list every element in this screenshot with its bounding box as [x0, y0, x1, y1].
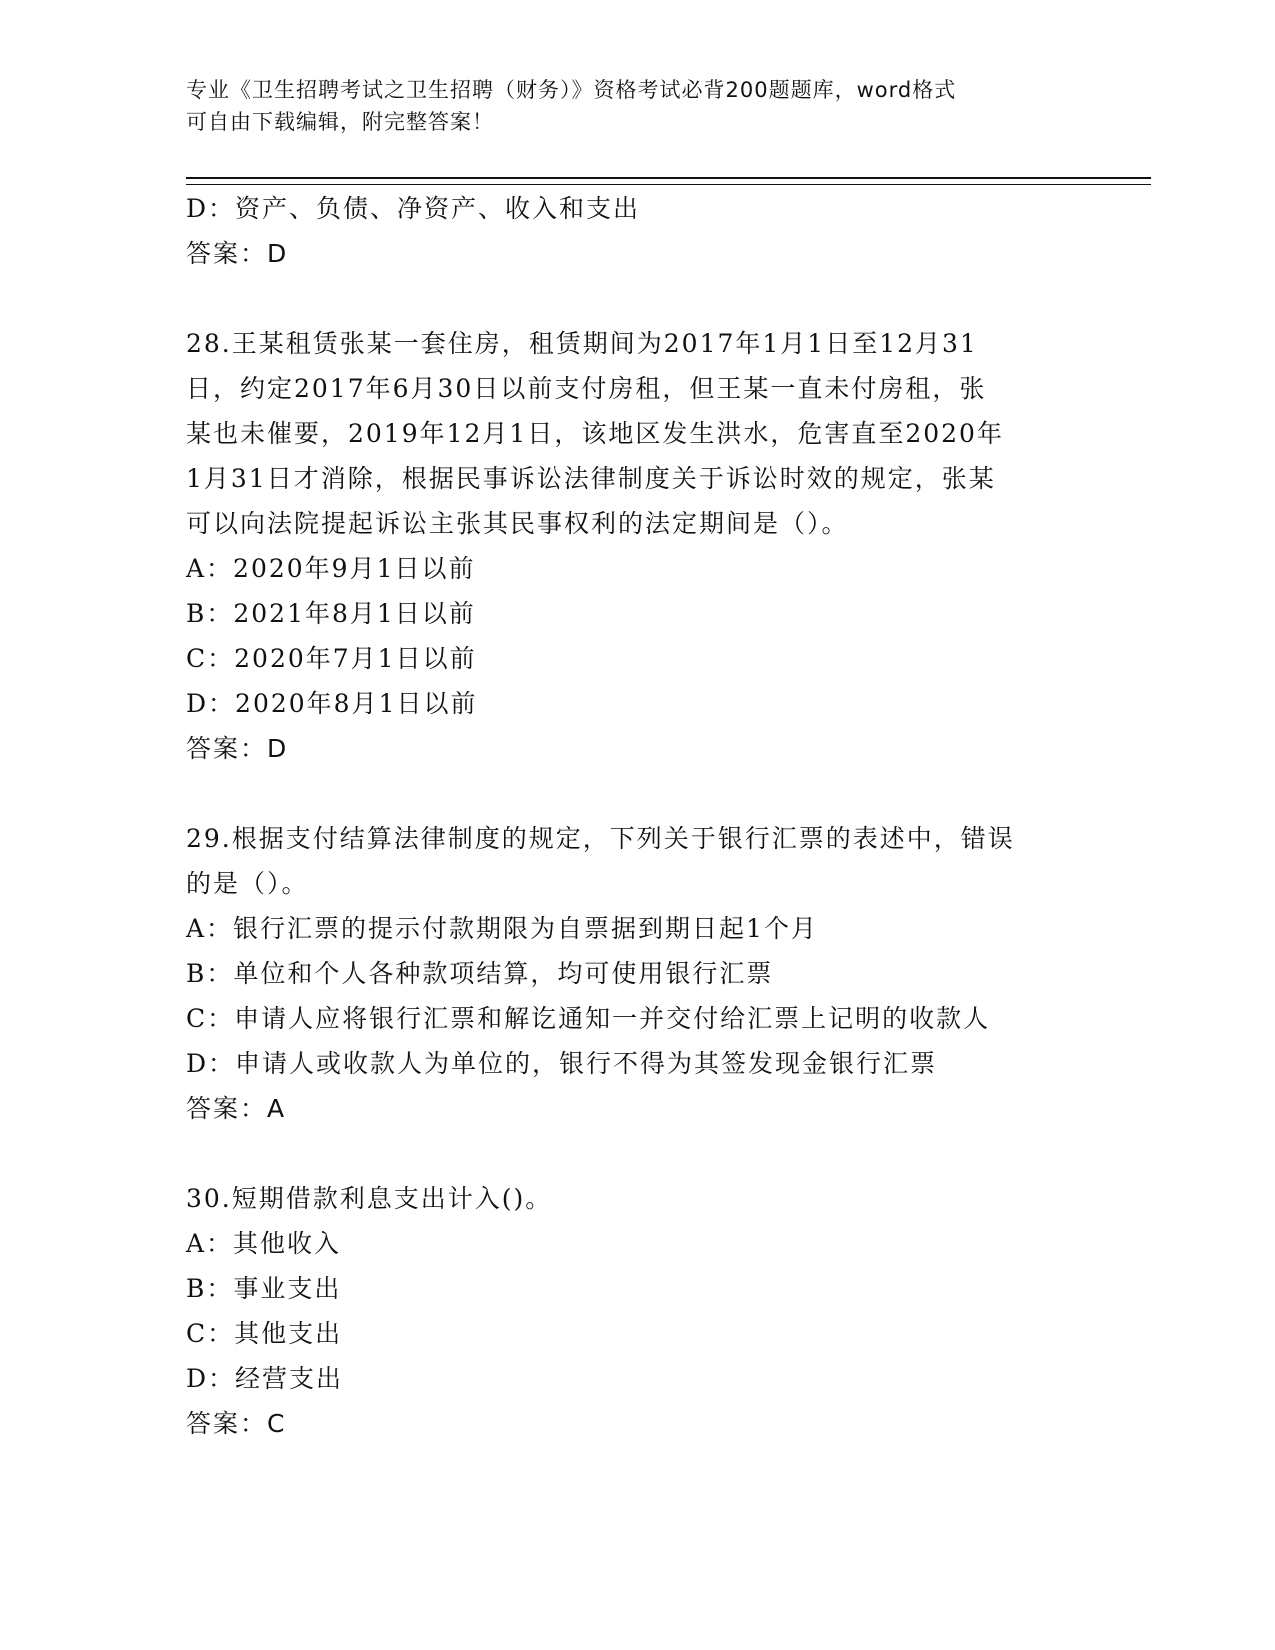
document-header	[186, 74, 1066, 138]
q28-option-d: D：2020年8月1日以前	[186, 689, 478, 718]
q28-stem-line: 1月31日才消除，根据民事诉讼法律制度关于诉讼时效的规定，张某	[186, 464, 996, 493]
q28-stem-line: 某也未催要，2019年12月1日，该地区发生洪水，危害直至2020年	[186, 419, 1004, 448]
q29-answer: 答案：A	[186, 1094, 287, 1123]
q29-option-a: A：银行汇票的提示付款期限为自票据到期日起1个月	[186, 914, 818, 943]
q28-option-c: C：2020年7月1日以前	[186, 644, 477, 673]
q29-stem-line: 的是（）。	[186, 869, 309, 898]
spacer	[186, 1131, 1086, 1176]
q30-stem-line: 30.短期借款利息支出计入()。	[186, 1184, 553, 1213]
q30-option-b: B：事业支出	[186, 1274, 342, 1303]
question-29	[186, 816, 1086, 1131]
q28-option-a: A：2020年9月1日以前	[186, 554, 476, 583]
q30-answer: 答案：C	[186, 1409, 287, 1438]
q30-option-d: D：经营支出	[186, 1364, 344, 1393]
document-body	[186, 186, 1086, 1446]
prev-answer: 答案：D	[186, 239, 289, 268]
header-rule-thin	[186, 184, 1151, 185]
spacer	[186, 771, 1086, 816]
header-line-1: 专业《卫生招聘考试之卫生招聘（财务）》资格考试必背200题题库，word格式	[186, 78, 957, 102]
q28-answer: 答案：D	[186, 734, 289, 763]
q30-option-c: C：其他支出	[186, 1319, 343, 1348]
q30-option-a: A：其他收入	[186, 1229, 342, 1258]
header-line-2: 可自由下载编辑，附完整答案！	[186, 110, 494, 134]
question-28	[186, 321, 1086, 771]
q29-option-c: C：申请人应将银行汇票和解讫通知一并交付给汇票上记明的收款人	[186, 1004, 991, 1033]
q29-option-d: D：申请人或收款人为单位的，银行不得为其签发现金银行汇票	[186, 1049, 938, 1078]
q28-stem-line: 可以向法院提起诉讼主张其民事权利的法定期间是（）。	[186, 509, 849, 538]
q28-stem-line: 日，约定2017年6月30日以前支付房租，但王某一直未付房租，张	[186, 374, 987, 403]
q28-option-b: B：2021年8月1日以前	[186, 599, 476, 628]
q29-stem-line: 29.根据支付结算法律制度的规定，下列关于银行汇票的表述中，错误	[186, 824, 1015, 853]
q28-stem-line: 28.王某租赁张某一套住房，租赁期间为2017年1月1日至12月31	[186, 329, 978, 358]
prev-option-d: D：资产、负债、净资产、收入和支出	[186, 194, 641, 223]
q29-option-b: B：单位和个人各种款项结算，均可使用银行汇票	[186, 959, 774, 988]
spacer	[186, 276, 1086, 321]
question-30	[186, 1176, 1086, 1446]
header-rule-thick	[186, 177, 1151, 179]
